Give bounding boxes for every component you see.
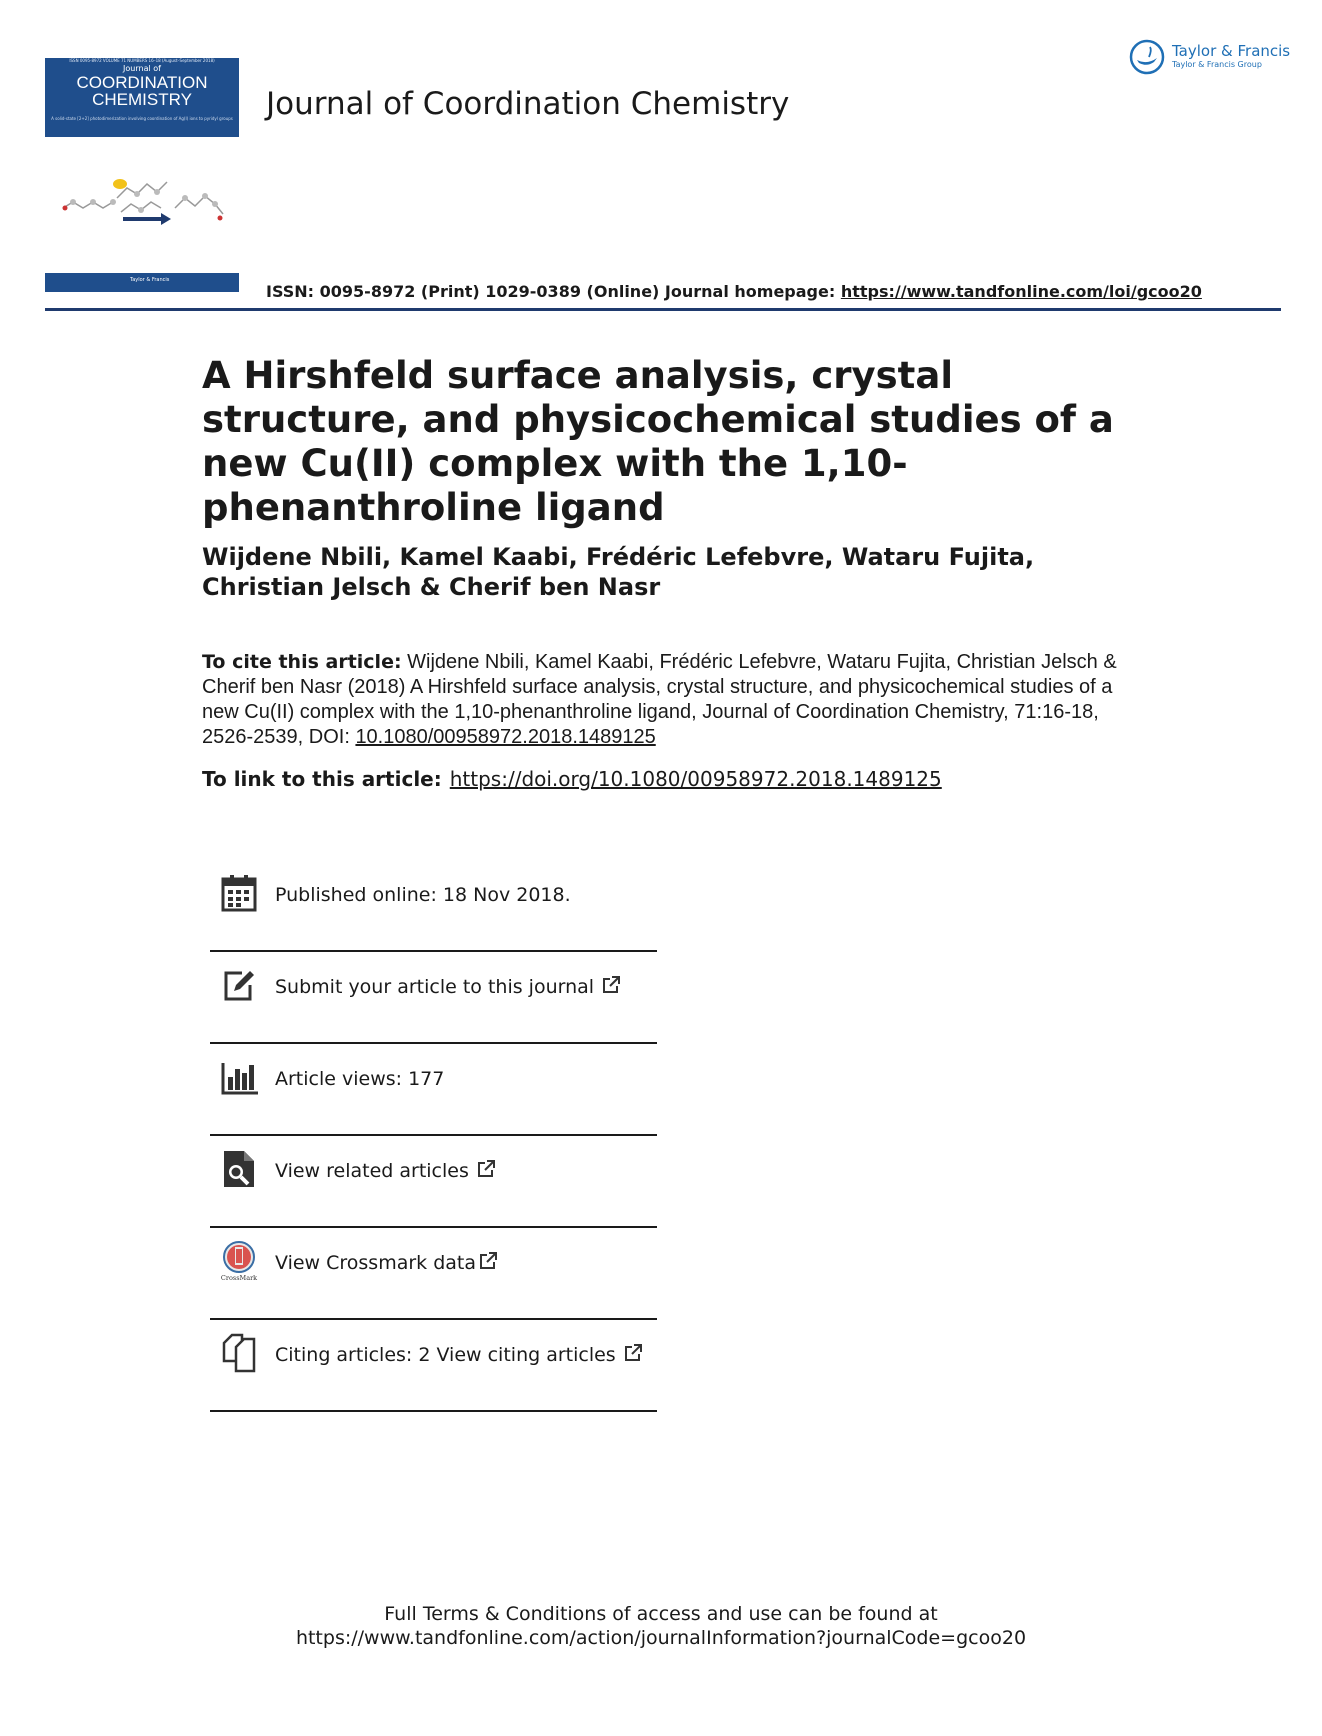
submit-article-text: Submit your article to this journal — [275, 976, 595, 998]
issn-line — [266, 282, 1202, 301]
citing-articles-link[interactable] — [275, 1344, 642, 1366]
crossmark-link[interactable] — [275, 1252, 497, 1274]
citing-articles-text: Citing articles: 2 View citing articles — [275, 1344, 616, 1366]
cover-issue-line: ISSN 0095-8972 VOLUME 71 NUMBERS 16–18 (August–September 2018) — [69, 58, 215, 63]
terms-footer — [0, 1602, 1322, 1650]
external-link-icon — [602, 976, 620, 994]
header-rule — [45, 308, 1281, 311]
submit-article-row[interactable] — [210, 952, 657, 1042]
document-search-icon — [220, 1149, 258, 1189]
article-info-list — [210, 860, 657, 1412]
taylor-francis-lamp-icon — [1128, 38, 1166, 76]
article-views-row — [210, 1044, 657, 1134]
journal-cover-header — [45, 58, 239, 137]
terms-line: Full Terms & Conditions of access and use can be found at — [384, 1603, 938, 1625]
external-link-icon — [477, 1160, 495, 1178]
cover-title-line2: CHEMISTRY — [92, 90, 192, 109]
calendar-icon — [220, 873, 258, 913]
related-articles-row[interactable] — [210, 1136, 657, 1226]
published-online-row — [210, 860, 657, 950]
crossmark-row[interactable] — [210, 1228, 657, 1318]
published-online-text: Published online: 18 Nov 2018. — [275, 884, 571, 906]
cite-doi-link[interactable]: 10.1080/00958972.2018.1489125 — [355, 726, 656, 748]
cite-text: Wijdene Nbili, Kamel Kaabi, Frédéric Lefebvre, Wataru Fujita, Christian Jelsch & Cherif ben Nasr (2018) A Hirshfeld surface analysis, crystal structure, and physicochemical studies of a new Cu(II) complex with the 1,10-phenanthroline ligand, Journal of Coordination Chemistry, 71:16-18, 2526-2539, DOI: — [202, 651, 1117, 748]
cite-label: To cite this article: — [202, 651, 402, 673]
citation-block — [202, 650, 1132, 750]
publisher-name: Taylor & Francis — [1172, 42, 1291, 60]
bar-chart-icon — [220, 1057, 258, 1097]
cover-molecule-illustration — [55, 168, 230, 238]
article-views-text: Article views: 177 — [275, 1068, 445, 1090]
cover-publisher-band — [45, 273, 239, 292]
article-link-line — [202, 767, 942, 791]
link-label: To link to this article: — [202, 767, 442, 791]
crossmark-icon — [220, 1241, 258, 1281]
terms-url[interactable]: https://www.tandfonline.com/action/journalInformation?journalCode=gcoo20 — [295, 1627, 1027, 1649]
publisher-logo — [1128, 38, 1291, 78]
issn-text: ISSN: 0095-8972 (Print) 1029-0389 (Online) Journal homepage: — [266, 282, 841, 301]
external-link-icon — [624, 1344, 642, 1362]
publisher-group: Taylor & Francis Group — [1172, 60, 1262, 69]
info-divider — [210, 1410, 657, 1412]
edit-icon — [220, 965, 258, 1005]
journal-name: Journal of Coordination Chemistry — [266, 86, 790, 122]
submit-article-link[interactable] — [275, 976, 620, 998]
related-articles-text: View related articles — [275, 1160, 469, 1182]
crossmark-text: View Crossmark data — [275, 1252, 477, 1274]
cover-journal-of: Journal of — [123, 64, 161, 73]
cover-caption: A solid-state [2+2] photodimerization involving coordination of Ag(I) ions to pyridyl groups — [51, 116, 233, 121]
related-articles-link[interactable] — [275, 1160, 495, 1182]
journal-homepage-link[interactable]: https://www.tandfonline.com/loi/gcoo20 — [840, 282, 1202, 301]
citing-articles-row[interactable] — [210, 1320, 657, 1410]
external-link-icon — [479, 1252, 497, 1270]
article-doi-link[interactable]: https://doi.org/10.1080/00958972.2018.1489125 — [449, 767, 942, 791]
cover-title-line1: COORDINATION — [76, 73, 208, 92]
article-authors: Wijdene Nbili, Kamel Kaabi, Frédéric Lefebvre, Wataru Fujita, Christian Jelsch & Cherif ben Nasr — [202, 543, 1035, 601]
cover-publisher-label: Taylor & Francis — [130, 277, 170, 283]
copy-documents-icon — [220, 1333, 258, 1373]
crossmark-logo-text: CrossMark — [220, 1274, 258, 1281]
article-title: A Hirshfeld surface analysis, crystal structure, and physicochemical studies of a new Cu(II) complex with the 1,10-phenanthroline ligand — [202, 354, 1114, 529]
